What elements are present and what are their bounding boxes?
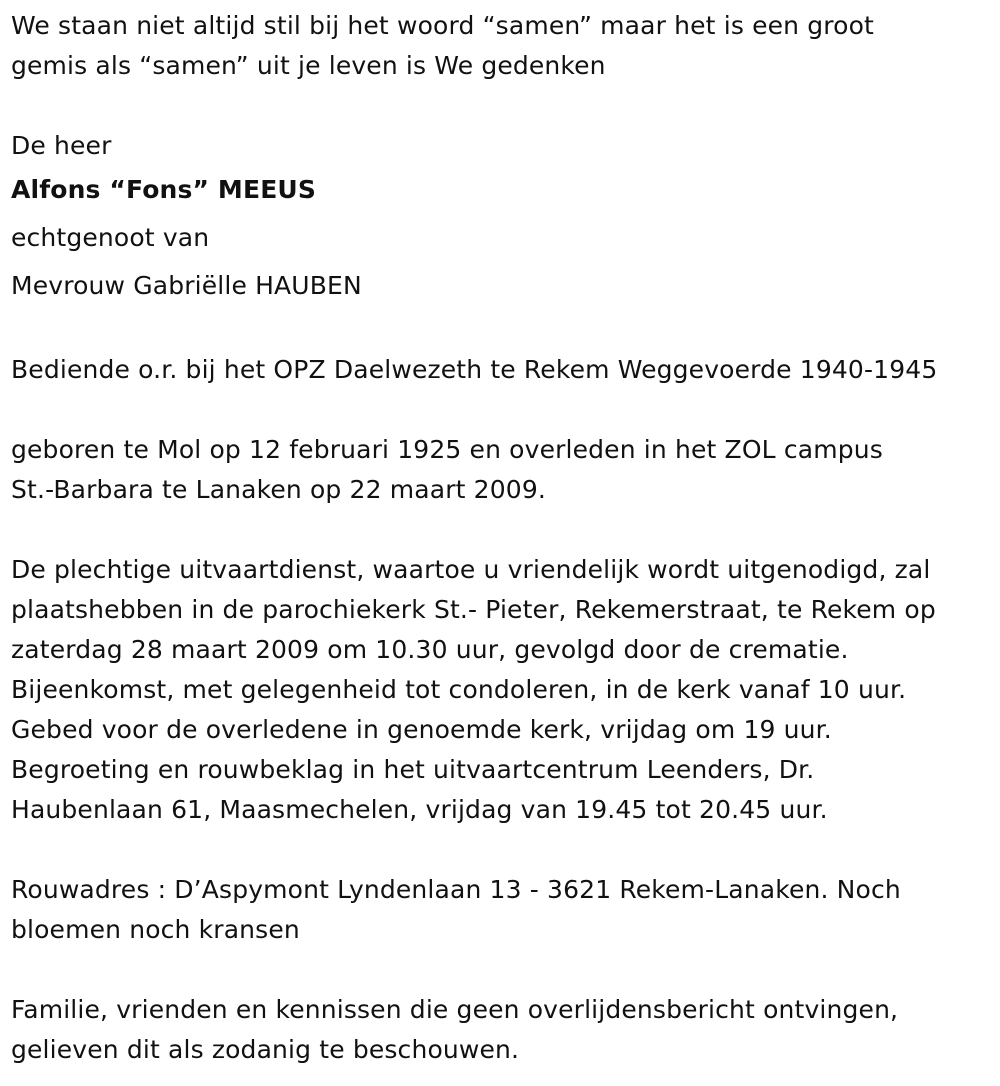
service-line: Gebed voor de overledene in genoemde kerk, vrijdag om 19 uur. [11, 715, 832, 744]
address-line: bloemen noch kransen [11, 915, 300, 944]
service-line: plaatshebben in de parochiekerk St.- Pieter, Rekemerstraat, te Rekem op [11, 595, 936, 624]
relation-label: echtgenoot van [11, 223, 210, 252]
spacer [11, 390, 991, 430]
intro-paragraph [11, 6, 991, 86]
service-line: zaterdag 28 maart 2009 om 10.30 uur, gevolgd door de crematie. [11, 635, 849, 664]
address-paragraph [11, 870, 991, 950]
intro-line: gemis als “samen” uit je leven is We gedenken [11, 51, 606, 80]
spacer [11, 950, 991, 990]
service-paragraph [11, 550, 991, 830]
closing-paragraph [11, 990, 991, 1070]
service-line: Begroeting en rouwbeklag in het uitvaartcentrum Leenders, Dr. [11, 755, 815, 784]
service-line: Haubenlaan 61, Maasmechelen, vrijdag van 19.45 tot 20.45 uur. [11, 795, 828, 824]
salutation: De heer [11, 131, 112, 160]
spacer [11, 310, 991, 350]
spacer [11, 510, 991, 550]
closing-line: gelieven dit als zodanig te beschouwen. [11, 1035, 520, 1064]
spouse-name: Mevrouw Gabriëlle HAUBEN [11, 271, 362, 300]
spacer [11, 830, 991, 870]
service-line: Bijeenkomst, met gelegenheid tot condoleren, in de kerk vanaf 10 uur. [11, 675, 907, 704]
closing-line: Familie, vrienden en kennissen die geen overlijdensbericht ontvingen, [11, 995, 899, 1024]
birth-death-paragraph [11, 430, 991, 510]
birth-death-line: geboren te Mol op 12 februari 1925 en overleden in het ZOL campus [11, 435, 883, 464]
birth-death-line: St.-Barbara te Lanaken op 22 maart 2009. [11, 475, 546, 504]
occupation-line: Bediende o.r. bij het OPZ Daelwezeth te Rekem Weggevoerde 1940-1945 [11, 355, 938, 384]
deceased-name: Alfons “Fons” MEEUS [11, 175, 317, 204]
spacer [11, 86, 991, 126]
address-line: Rouwadres : D’Aspymont Lyndenlaan 13 - 3621 Rekem-Lanaken. Noch [11, 875, 901, 904]
service-line: De plechtige uitvaartdienst, waartoe u vriendelijk wordt uitgenodigd, zal [11, 555, 931, 584]
intro-line: We staan niet altijd stil bij het woord “samen” maar het is een groot [11, 11, 874, 40]
